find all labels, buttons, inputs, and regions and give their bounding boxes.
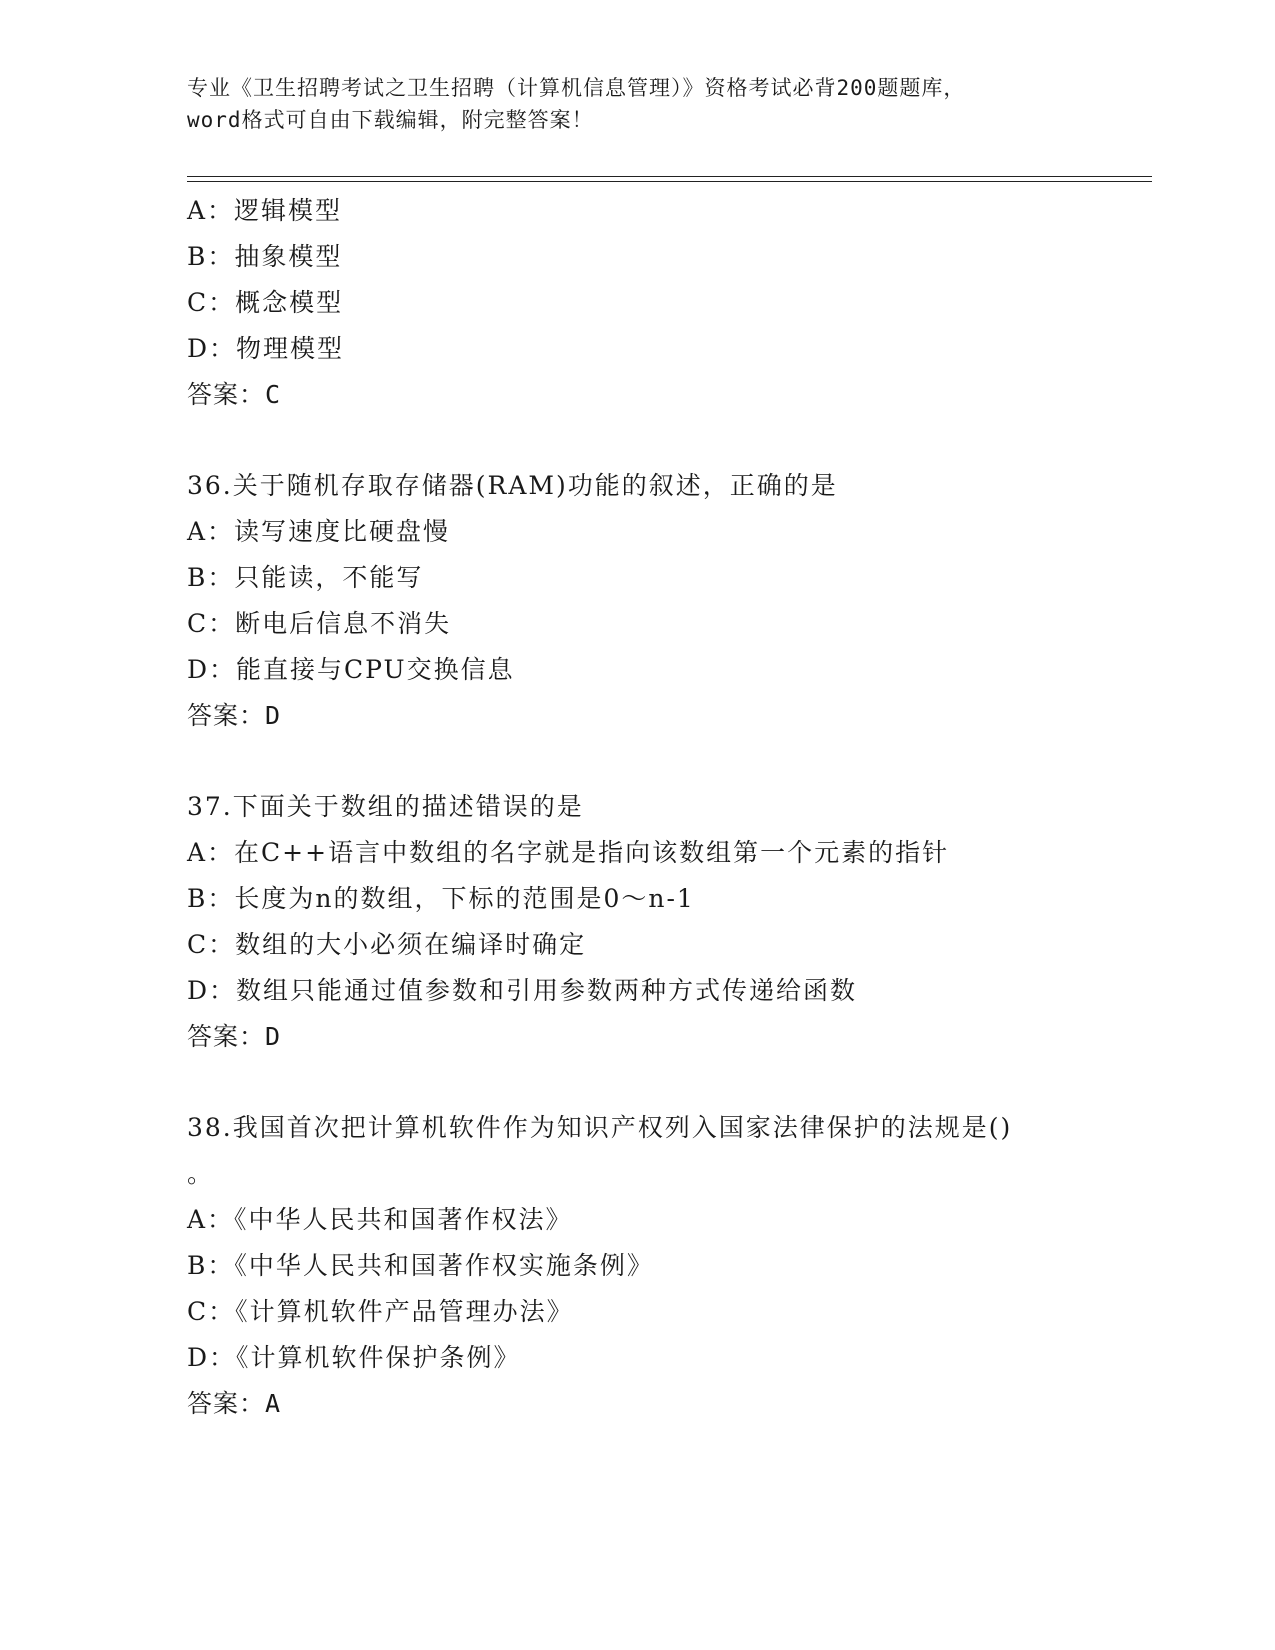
option-b: B：长度为n的数组，下标的范围是0～n-1 (187, 884, 695, 913)
answer-text: 答案：D (187, 701, 282, 730)
header-title-line-1: 专业《卫生招聘考试之卫生招聘（计算机信息管理）》资格考试必背200题题库， (187, 76, 966, 100)
question-text: 36.关于随机存取存储器(RAM)功能的叙述，正确的是 (187, 471, 838, 500)
question-block-36 (187, 463, 1157, 739)
option-b: B：《中华人民共和国著作权实施条例》 (187, 1251, 654, 1280)
question-list (187, 188, 1157, 1427)
question-text-continuation: 。 (187, 1159, 215, 1188)
option-c: C：《计算机软件产品管理办法》 (187, 1297, 574, 1326)
option-a: A：《中华人民共和国著作权法》 (187, 1205, 573, 1234)
answer-text: 答案：C (187, 380, 282, 409)
option-b: B：抽象模型 (187, 242, 343, 271)
option-d: D：《计算机软件保护条例》 (187, 1343, 521, 1372)
option-c: C：断电后信息不消失 (187, 609, 452, 638)
option-d: D：能直接与CPU交换信息 (187, 655, 515, 684)
option-a: A：逻辑模型 (187, 196, 343, 225)
answer-text: 答案：A (187, 1389, 282, 1418)
question-block-37 (187, 784, 1157, 1060)
option-d: D：数组只能通过值参数和引用参数两种方式传递给函数 (187, 976, 858, 1005)
option-d: D：物理模型 (187, 334, 345, 363)
option-c: C：概念模型 (187, 288, 344, 317)
option-b: B：只能读，不能写 (187, 563, 424, 592)
question-block-38 (187, 1105, 1157, 1427)
header-divider-top (187, 176, 1152, 177)
option-c: C：数组的大小必须在编译时确定 (187, 930, 587, 959)
question-block-35 (187, 188, 1157, 418)
document-header (187, 72, 1067, 136)
header-title-line-2: word格式可自由下载编辑，附完整答案！ (187, 108, 594, 132)
question-text: 38.我国首次把计算机软件作为知识产权列入国家法律保护的法规是() (187, 1113, 1013, 1142)
option-a: A：在C++语言中数组的名字就是指向该数组第一个元素的指针 (187, 838, 950, 867)
answer-text: 答案：D (187, 1022, 282, 1051)
question-text: 37.下面关于数组的描述错误的是 (187, 792, 584, 821)
header-divider-bottom (187, 181, 1152, 182)
option-a: A：读写速度比硬盘慢 (187, 517, 451, 546)
